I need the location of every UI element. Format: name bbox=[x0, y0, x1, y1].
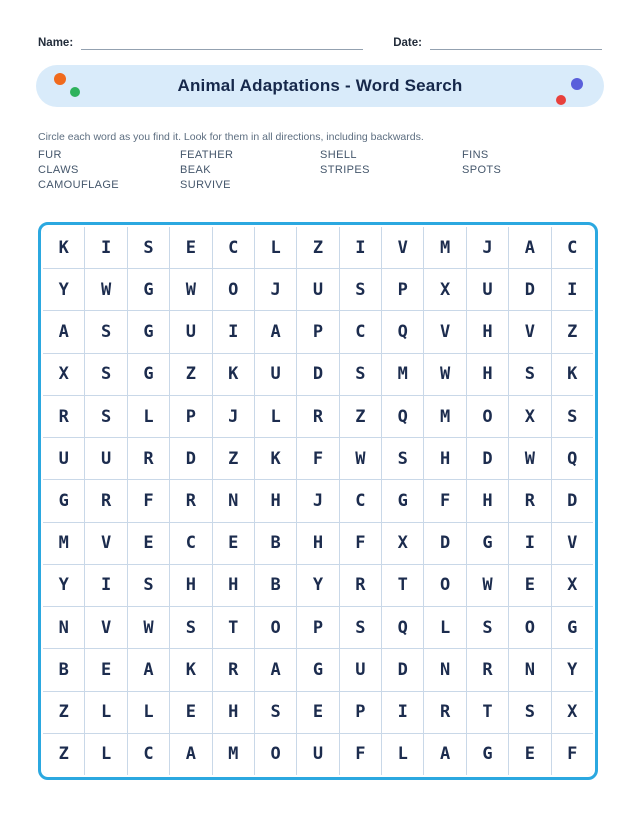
grid-cell[interactable]: S bbox=[382, 438, 423, 479]
grid-cell[interactable]: B bbox=[255, 565, 296, 606]
grid-cell[interactable]: C bbox=[128, 734, 169, 775]
grid-cell[interactable]: V bbox=[424, 311, 465, 352]
grid-cell[interactable]: L bbox=[85, 692, 126, 733]
grid-cell[interactable]: V bbox=[382, 227, 423, 268]
grid-cell[interactable]: I bbox=[213, 311, 254, 352]
grid-cell[interactable]: L bbox=[382, 734, 423, 775]
grid-cell[interactable]: Z bbox=[340, 396, 381, 437]
grid-cell[interactable]: K bbox=[552, 354, 593, 395]
grid-cell[interactable]: M bbox=[424, 396, 465, 437]
grid-cell[interactable]: H bbox=[424, 438, 465, 479]
grid-cell[interactable]: X bbox=[552, 692, 593, 733]
grid-cell[interactable]: U bbox=[255, 354, 296, 395]
grid-cell[interactable]: T bbox=[382, 565, 423, 606]
grid-cell[interactable]: W bbox=[128, 607, 169, 648]
grid-cell[interactable]: M bbox=[43, 523, 84, 564]
title-banner bbox=[36, 65, 604, 107]
grid-cell[interactable]: N bbox=[43, 607, 84, 648]
grid-cell[interactable]: W bbox=[170, 269, 211, 310]
grid-cell[interactable]: W bbox=[85, 269, 126, 310]
grid-cell[interactable]: H bbox=[213, 565, 254, 606]
green-dot-icon bbox=[70, 87, 80, 97]
grid-cell[interactable]: R bbox=[43, 396, 84, 437]
grid-cell[interactable]: G bbox=[297, 649, 338, 690]
grid-cell[interactable]: C bbox=[340, 311, 381, 352]
grid-cell[interactable]: A bbox=[43, 311, 84, 352]
grid-cell[interactable]: C bbox=[552, 227, 593, 268]
grid-cell[interactable]: E bbox=[85, 649, 126, 690]
grid-cell[interactable]: Z bbox=[552, 311, 593, 352]
word-list-item: FINS bbox=[462, 149, 489, 161]
word-list-item: FUR bbox=[38, 149, 62, 161]
grid-cell[interactable]: A bbox=[170, 734, 211, 775]
name-date-row bbox=[38, 32, 602, 50]
grid-cell[interactable]: Y bbox=[297, 565, 338, 606]
grid-cell[interactable]: S bbox=[170, 607, 211, 648]
grid-cell[interactable]: G bbox=[128, 354, 169, 395]
grid-cell[interactable]: R bbox=[297, 396, 338, 437]
grid-cell[interactable]: P bbox=[170, 396, 211, 437]
grid-cell[interactable]: E bbox=[170, 227, 211, 268]
grid-cell[interactable]: S bbox=[340, 354, 381, 395]
grid-cell[interactable]: S bbox=[340, 607, 381, 648]
grid-cell[interactable]: S bbox=[340, 269, 381, 310]
grid-cell[interactable]: H bbox=[297, 523, 338, 564]
grid-cell[interactable]: P bbox=[340, 692, 381, 733]
grid-cell[interactable]: X bbox=[552, 565, 593, 606]
grid-cell[interactable]: V bbox=[85, 607, 126, 648]
grid-cell[interactable]: R bbox=[340, 565, 381, 606]
grid-cell[interactable]: I bbox=[509, 523, 550, 564]
grid-cell[interactable]: D bbox=[382, 649, 423, 690]
grid-cell[interactable]: U bbox=[170, 311, 211, 352]
grid-cell[interactable]: M bbox=[424, 227, 465, 268]
grid-cell[interactable]: C bbox=[170, 523, 211, 564]
grid-cell[interactable]: P bbox=[297, 607, 338, 648]
grid-cell[interactable]: U bbox=[297, 734, 338, 775]
page-title: Animal Adaptations - Word Search bbox=[177, 76, 463, 95]
grid-cell[interactable]: L bbox=[128, 692, 169, 733]
grid-cell[interactable]: E bbox=[128, 523, 169, 564]
grid-cell[interactable]: Z bbox=[43, 734, 84, 775]
grid-cell[interactable]: Q bbox=[552, 438, 593, 479]
grid-cell[interactable]: R bbox=[467, 649, 508, 690]
grid-cell[interactable]: E bbox=[213, 523, 254, 564]
grid-cell[interactable]: R bbox=[509, 480, 550, 521]
grid-cell[interactable]: C bbox=[340, 480, 381, 521]
grid-cell[interactable]: X bbox=[382, 523, 423, 564]
word-list-item: SPOTS bbox=[462, 164, 502, 176]
grid-cell[interactable]: D bbox=[424, 523, 465, 564]
word-search-grid-frame bbox=[38, 222, 598, 780]
grid-cell[interactable]: W bbox=[467, 565, 508, 606]
grid-cell[interactable]: R bbox=[213, 649, 254, 690]
grid-cell[interactable]: K bbox=[43, 227, 84, 268]
grid-cell[interactable]: E bbox=[509, 565, 550, 606]
date-field-line[interactable] bbox=[430, 36, 602, 50]
grid-cell[interactable]: A bbox=[255, 649, 296, 690]
word-list-item: FEATHER bbox=[180, 149, 234, 161]
grid-cell[interactable]: O bbox=[213, 269, 254, 310]
grid-cell[interactable]: V bbox=[552, 523, 593, 564]
grid-cell[interactable]: Z bbox=[43, 692, 84, 733]
grid-cell[interactable]: H bbox=[467, 480, 508, 521]
grid-cell[interactable]: G bbox=[43, 480, 84, 521]
grid-cell[interactable]: S bbox=[85, 354, 126, 395]
grid-cell[interactable]: B bbox=[255, 523, 296, 564]
grid-cell[interactable]: O bbox=[509, 607, 550, 648]
word-list bbox=[38, 148, 602, 193]
grid-cell[interactable]: V bbox=[85, 523, 126, 564]
word-list-item: STRIPES bbox=[320, 164, 370, 176]
grid-cell[interactable]: W bbox=[509, 438, 550, 479]
grid-cell[interactable]: E bbox=[509, 734, 550, 775]
grid-cell[interactable]: G bbox=[382, 480, 423, 521]
grid-cell[interactable]: O bbox=[255, 734, 296, 775]
grid-cell[interactable]: L bbox=[424, 607, 465, 648]
word-list-item: CAMOUFLAGE bbox=[38, 179, 120, 191]
grid-cell[interactable]: X bbox=[43, 354, 84, 395]
grid-cell[interactable]: H bbox=[255, 480, 296, 521]
grid-cell[interactable]: Y bbox=[43, 565, 84, 606]
grid-cell[interactable]: U bbox=[43, 438, 84, 479]
grid-cell[interactable]: B bbox=[43, 649, 84, 690]
grid-cell[interactable]: F bbox=[424, 480, 465, 521]
grid-cell[interactable]: J bbox=[467, 227, 508, 268]
orange-dot-icon bbox=[54, 73, 66, 85]
red-dot-icon bbox=[556, 95, 566, 105]
grid-cell[interactable]: E bbox=[297, 692, 338, 733]
grid-cell[interactable]: V bbox=[509, 311, 550, 352]
grid-cell[interactable]: K bbox=[170, 649, 211, 690]
grid-cell[interactable]: K bbox=[213, 354, 254, 395]
grid-cell[interactable]: C bbox=[213, 227, 254, 268]
grid-cell[interactable]: Z bbox=[170, 354, 211, 395]
grid-cell[interactable]: F bbox=[552, 734, 593, 775]
grid-cell[interactable]: Y bbox=[43, 269, 84, 310]
grid-cell[interactable]: T bbox=[467, 692, 508, 733]
grid-cell[interactable]: Y bbox=[552, 649, 593, 690]
grid-cell[interactable]: Q bbox=[382, 311, 423, 352]
grid-cell[interactable]: U bbox=[297, 269, 338, 310]
grid-cell[interactable]: R bbox=[85, 480, 126, 521]
name-label: Name: bbox=[38, 37, 74, 49]
grid-cell[interactable]: J bbox=[213, 396, 254, 437]
grid-cell[interactable]: L bbox=[128, 396, 169, 437]
name-field-line[interactable] bbox=[81, 36, 363, 50]
word-list-item: SHELL bbox=[320, 149, 357, 161]
grid-cell[interactable]: F bbox=[128, 480, 169, 521]
grid-cell[interactable]: H bbox=[170, 565, 211, 606]
grid-cell[interactable]: N bbox=[424, 649, 465, 690]
word-list-item: CLAWS bbox=[38, 164, 79, 176]
grid-cell[interactable]: D bbox=[552, 480, 593, 521]
grid-cell[interactable]: F bbox=[297, 438, 338, 479]
grid-cell[interactable]: O bbox=[467, 396, 508, 437]
grid-cell[interactable]: G bbox=[552, 607, 593, 648]
word-list-column bbox=[462, 148, 602, 193]
grid-cell[interactable]: D bbox=[297, 354, 338, 395]
grid-cell[interactable]: D bbox=[467, 438, 508, 479]
grid-cell[interactable]: X bbox=[509, 396, 550, 437]
grid-cell[interactable]: I bbox=[85, 227, 126, 268]
grid-cell[interactable]: Z bbox=[297, 227, 338, 268]
grid-cell[interactable]: H bbox=[467, 354, 508, 395]
grid-cell[interactable]: A bbox=[424, 734, 465, 775]
grid-cell[interactable]: N bbox=[509, 649, 550, 690]
grid-cell[interactable]: U bbox=[340, 649, 381, 690]
indigo-dot-icon bbox=[571, 78, 583, 90]
grid-cell[interactable]: J bbox=[255, 269, 296, 310]
grid-cell[interactable]: H bbox=[213, 692, 254, 733]
letter-grid bbox=[43, 227, 593, 775]
grid-cell[interactable]: J bbox=[297, 480, 338, 521]
grid-cell[interactable]: K bbox=[255, 438, 296, 479]
grid-cell[interactable]: S bbox=[85, 311, 126, 352]
grid-cell[interactable]: A bbox=[128, 649, 169, 690]
grid-cell[interactable]: H bbox=[467, 311, 508, 352]
grid-cell[interactable]: G bbox=[128, 311, 169, 352]
grid-cell[interactable]: F bbox=[340, 734, 381, 775]
grid-cell[interactable]: S bbox=[255, 692, 296, 733]
grid-cell[interactable]: G bbox=[467, 523, 508, 564]
grid-cell[interactable]: U bbox=[467, 269, 508, 310]
instructions-text: Circle each word as you find it. Look for them in all directions, including backwards. bbox=[38, 131, 424, 143]
grid-cell[interactable]: M bbox=[382, 354, 423, 395]
grid-cell[interactable]: D bbox=[170, 438, 211, 479]
grid-cell[interactable]: O bbox=[255, 607, 296, 648]
grid-cell[interactable]: X bbox=[424, 269, 465, 310]
grid-cell[interactable]: S bbox=[85, 396, 126, 437]
grid-cell[interactable]: A bbox=[509, 227, 550, 268]
grid-cell[interactable]: Q bbox=[382, 396, 423, 437]
grid-cell[interactable]: L bbox=[255, 396, 296, 437]
grid-cell[interactable]: F bbox=[340, 523, 381, 564]
grid-cell[interactable]: S bbox=[509, 692, 550, 733]
grid-cell[interactable]: S bbox=[509, 354, 550, 395]
grid-cell[interactable]: E bbox=[170, 692, 211, 733]
grid-cell[interactable]: S bbox=[467, 607, 508, 648]
grid-cell[interactable]: R bbox=[424, 692, 465, 733]
grid-cell[interactable]: S bbox=[128, 227, 169, 268]
grid-cell[interactable]: I bbox=[552, 269, 593, 310]
word-list-item: SURVIVE bbox=[180, 179, 231, 191]
grid-cell[interactable]: M bbox=[213, 734, 254, 775]
grid-cell[interactable]: R bbox=[170, 480, 211, 521]
word-list-column bbox=[180, 148, 320, 193]
grid-cell[interactable]: I bbox=[340, 227, 381, 268]
grid-cell[interactable]: T bbox=[213, 607, 254, 648]
grid-cell[interactable]: L bbox=[255, 227, 296, 268]
grid-cell[interactable]: S bbox=[552, 396, 593, 437]
grid-cell[interactable]: W bbox=[424, 354, 465, 395]
grid-cell[interactable]: Q bbox=[382, 607, 423, 648]
grid-cell[interactable]: P bbox=[382, 269, 423, 310]
grid-cell[interactable]: I bbox=[382, 692, 423, 733]
date-label: Date: bbox=[393, 37, 422, 49]
grid-cell[interactable]: Z bbox=[213, 438, 254, 479]
grid-cell[interactable]: A bbox=[255, 311, 296, 352]
grid-cell[interactable]: N bbox=[213, 480, 254, 521]
word-list-column bbox=[38, 148, 180, 193]
grid-cell[interactable]: G bbox=[467, 734, 508, 775]
grid-cell[interactable]: R bbox=[128, 438, 169, 479]
grid-cell[interactable]: P bbox=[297, 311, 338, 352]
grid-cell[interactable]: G bbox=[128, 269, 169, 310]
grid-cell[interactable]: O bbox=[424, 565, 465, 606]
grid-cell[interactable]: S bbox=[128, 565, 169, 606]
grid-cell[interactable]: D bbox=[509, 269, 550, 310]
grid-cell[interactable]: U bbox=[85, 438, 126, 479]
grid-cell[interactable]: W bbox=[340, 438, 381, 479]
word-list-column bbox=[320, 148, 462, 193]
grid-cell[interactable]: I bbox=[85, 565, 126, 606]
grid-cell[interactable]: L bbox=[85, 734, 126, 775]
word-list-item: BEAK bbox=[180, 164, 211, 176]
